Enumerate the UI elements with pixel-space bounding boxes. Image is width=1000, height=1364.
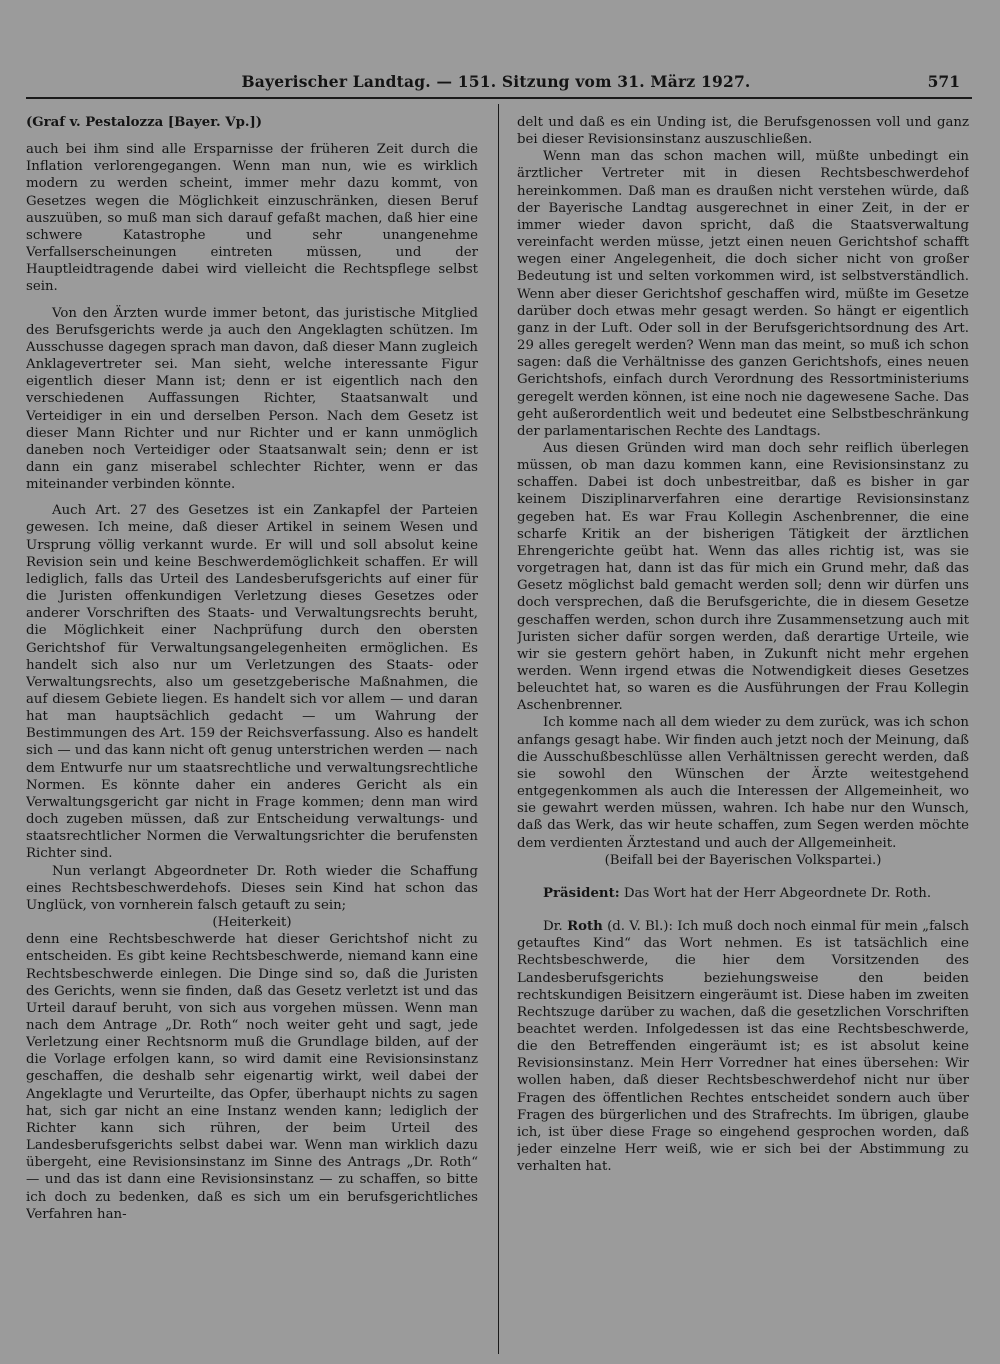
paragraph: Von den Ärzten wurde immer betont, das juristische Mitglied des Berufsgerichts werde ja auch den Angeklagten schützen. Im Ausschusse dagegen sprach man davon, daß dieser Mann zugleich Anklagevertreter sei. Man sieht, welche interessante Figur eigentlich dieser Mann ist; denn er ist eigentlich nach den verschiedenen Auffassungen Richter, Staatsanwalt und Verteidiger in ein und derselben Person. Nach dem Gesetz ist dieser Mann Richter und nur Richter und er kann unmöglich daneben noch Verteidiger oder Staatsanwalt sein; denn er ist dann ein ganz miserabel schlechter Richter, wenn er das miteinander verbinden könnte. bbox=[26, 305, 478, 493]
president-label: Präsident: bbox=[543, 885, 620, 901]
paragraph: Aus diesen Gründen wird man doch sehr reiflich überlegen müssen, ob man dazu kommen kann, eine Revisionsinstanz zu schaffen. Dabei ist doch unbestreitbar, daß es bisher in gar keinem Disziplinarverfahren eine derartige Revisionsinstanz gegeben hat. Es war Frau Kollegin Aschenbrenner, die eine scharfe Kritik an der bisherigen Tätigkeit der ärztlichen Ehrengerichte geübt hat. Wenn das alles richtig ist, was sie vorgetragen hat, dann ist das für mich ein Grund mehr, daß das Gesetz möglichst bald gemacht werden soll; denn wir dürfen uns doch versprechen, daß die Berufsgerichte, die in diesem Gesetze geschaffen werden, schon durch ihre Zusammensetzung auch mit Juristen sicher dafür sorgen werden, daß derartige Urteile, wie wir sie gestern gehört haben, in Zukunft nicht mehr ergehen werden. Wenn irgend etwas die Notwendigkeit dieses Gesetzes beleuchtet hat, so waren es die Ausführungen der Frau Kollegin Aschenbrenner. bbox=[517, 440, 969, 714]
applause-note: (Beifall bei der Bayerischen Volkspartei.) bbox=[604, 852, 882, 868]
president-statement bbox=[517, 885, 969, 902]
paragraph: Wenn man das schon machen will, müßte unbedingt ein ärztlicher Vertreter mit in diesen Rechtsbeschwerdehof hereinkommen. Daß man es draußen nicht verstehen würde, daß der Bayerische Landtag ausgerechnet in einer Zeit, in der er immer wieder davon spricht, daß die Staatsverwaltung vereinfacht werden müsse, jetzt einen neuen Gerichtshof schafft wegen einer Angelegenheit, die doch sicher nicht von großer Bedeutung ist und selten vorkommen wird, ist selbstverständlich. Wenn aber dieser Gerichtshof geschaffen wird, müßte im Gesetze darüber doch etwas mehr gesagt werden. So hängt er eigentlich ganz in der Luft. Oder soll in der Berufsgerichtsordnung des Art. 29 alles geregelt werden? Wenn man das meint, so muß ich schon sagen: daß die Verhältnisse des ganzen Gerichtshofs, eines neuen Gerichtshofs, einfach durch Verordnung des Ressortministeriums geregelt werden können, ist eine noch nie dagewesene Sache. Das geht außerordentlich weit und bedeutet eine Selbstbeschränkung der parlamentarischen Rechte des Landtags. bbox=[517, 149, 969, 439]
right-column bbox=[517, 114, 969, 1354]
paragraph: auch bei ihm sind alle Ersparnisse der früheren Zeit durch die Inflation verlorengegangen. Wenn man nun, wie es wirklich modern zu werden scheint, immer mehr dazu kommt, von Gesetzes wegen die Möglichkeit einzuschränken, diesen Beruf auszuüben, so muß man sich darauf gefaßt machen, daß hier eine schwere Katastrophe und sehr unangenehme Verfallserscheinungen eintreten müssen, und der Hauptleidtragende dabei wird vielleicht die Rechtspflege selbst sein. bbox=[26, 142, 478, 295]
roth-name: Roth bbox=[567, 919, 603, 935]
president-text: Das Wort hat der Herr Abgeordnete Dr. Roth. bbox=[623, 885, 932, 901]
roth-text: Ich muß doch noch einmal für mein „falsch getauftes Kind“ das Wort nehmen. Es ist tatsächlich eine Rechtsbeschwerde, die hier dem Vorsitzenden des Landesberufsgerichts beziehungsweise den beiden rechtskundigen Beisitzern eingeräumt ist. Diese haben im zweiten Rechtszuge darüber zu wachen, daß die gesetzlichen Vorschriften beachtet werden. Infolgedessen ist das eine Rechtsbeschwerde, die den Betreffenden eingeräumt ist; es ist absolut keine Revisionsinstanz. Mein Herr Vorredner hat eines übersehen: Wir wollen haben, daß dieser Rechtsbeschwerdehof nicht nur über Fragen des öffentlichen Rechtes entscheidet sondern auch über Fragen des bürgerlichen und des Strafrechts. Im übrigen, glaube ich, ist über diese Frage so eingehend gesprochen worden, daß jeder einzelne Herr weiß, wie er sich bei der Abstimmung zu verhalten hat. bbox=[517, 919, 969, 1175]
page-number: 571 bbox=[927, 72, 960, 91]
left-column bbox=[26, 114, 478, 1354]
roth-speech bbox=[517, 918, 969, 1175]
paragraph: Auch Art. 27 des Gesetzes ist ein Zankapfel der Parteien gewesen. Ich meine, daß dieser Artikel in seinem Wesen und Ursprung völlig verkannt wurde. Er will und soll absolut keine Revision sein und keine Beschwerdemöglichkeit schaffen. Er will lediglich, falls das Urteil des Landesberufsgerichts auf einer für die Juristen offenkundigen Verletzung dieses Gesetzes oder anderer Vorschriften des Staats- und Verwaltungsrechts beruht, die Möglichkeit einer Nachprüfung durch den obersten Gerichtshof für Verwaltungsangelegenheiten ermöglichen. Es handelt sich also nur um Verletzungen des Staats- oder Verwaltungsrechts, also um gesetzgeberische Maßnahmen, die auf diesem Gebiete liegen. Es handelt sich vor allem — und daran hat man hauptsächlich gedacht — um Wahrung der Bestimmungen des Art. 159 der Reichsverfassung. Also es handelt sich — und das kann nicht oft genug unterstrichen werden — nach dem Entwurfe nur um staatsrechtliche und verwaltungsrechtliche Normen. Es könnte daher ein anderes Gericht als ein Verwaltungsgericht gar nicht in Frage kommen; denn man wird doch zugeben müssen, daß zur Entscheidung verwaltungs- und staatsrechtlicher Normen die Verwaltungsrichter die berufensten Richter sind. bbox=[26, 503, 478, 862]
page-header bbox=[26, 72, 966, 96]
paragraph: Nun verlangt Abgeordneter Dr. Roth wieder die Schaffung eines Rechtsbeschwerdehofs. Dieses sein Kind hat schon das Unglück, von vornherein falsch getauft zu sein; bbox=[26, 863, 478, 913]
header-rule bbox=[26, 97, 972, 99]
paragraph: delt und daß es ein Unding ist, die Berufsgenossen voll und ganz bei dieser Revisionsinstanz auszuschließen. bbox=[517, 115, 969, 148]
interjection: (Heiterkeit) bbox=[212, 915, 292, 931]
roth-party: (d. V. Bl.): bbox=[607, 919, 673, 935]
column-divider bbox=[498, 104, 499, 1354]
running-title: Bayerischer Landtag. — 151. Sitzung vom 31. März 1927. bbox=[241, 72, 751, 91]
paragraph: denn eine Rechtsbeschwerde hat dieser Gerichtshof nicht zu entscheiden. Es gibt keine Rechtsbeschwerde, niemand kann eine Rechtsbeschwerde einlegen. Die Dinge sind so, daß die Juristen des Gerichts, wenn sie finden, daß das Gesetz verletzt ist und das Urteil darauf beruht, von sich aus vorgehen müssen. Wenn man nach dem Antrage „Dr. Roth“ noch weiter geht und sagt, jede Verletzung einer Rechtsnorm muß die Grundlage bilden, auf der die Vorlage erfolgen kann, so wird damit eine Revisionsinstanz geschaffen, die deshalb sehr eigenartig wirkt, weil dabei der Angeklagte und Verurteilte, das Opfer, überhaupt nichts zu sagen hat, sich gar nicht an eine Instanz wenden kann; lediglich der Richter kann sich rühren, der beim Urteil des Landesberufsgerichts selbst dabei war. Wenn man wirklich dazu übergeht, eine Revisionsinstanz im Sinne des Antrags „Dr. Roth“ — und das ist dann eine Revisionsinstanz — zu schaffen, so bitte ich doch zu bedenken, daß es sich um ein berufsgerichtliches Verfahren han- bbox=[26, 932, 478, 1222]
speaker-heading: (Graf v. Pestalozza [Bayer. Vp.]) bbox=[26, 115, 263, 130]
roth-prefix: Dr. bbox=[543, 919, 563, 935]
paragraph: Ich komme nach all dem wieder zu dem zurück, was ich schon anfangs gesagt habe. Wir finden auch jetzt noch der Meinung, daß die Ausschußbeschlüsse allen Verhältnissen gerecht werden, daß sie sowohl den Wünschen der Ärzte weitestgehend entgegenkommen als auch die Interessen der Allgemeinheit, wo sie gewahrt werden müssen, wahren. Ich habe nur den Wunsch, daß das Werk, das wir heute schaffen, zum Segen werden möchte dem verdienten Ärztestand und auch der Allgemeinheit. bbox=[517, 715, 969, 851]
